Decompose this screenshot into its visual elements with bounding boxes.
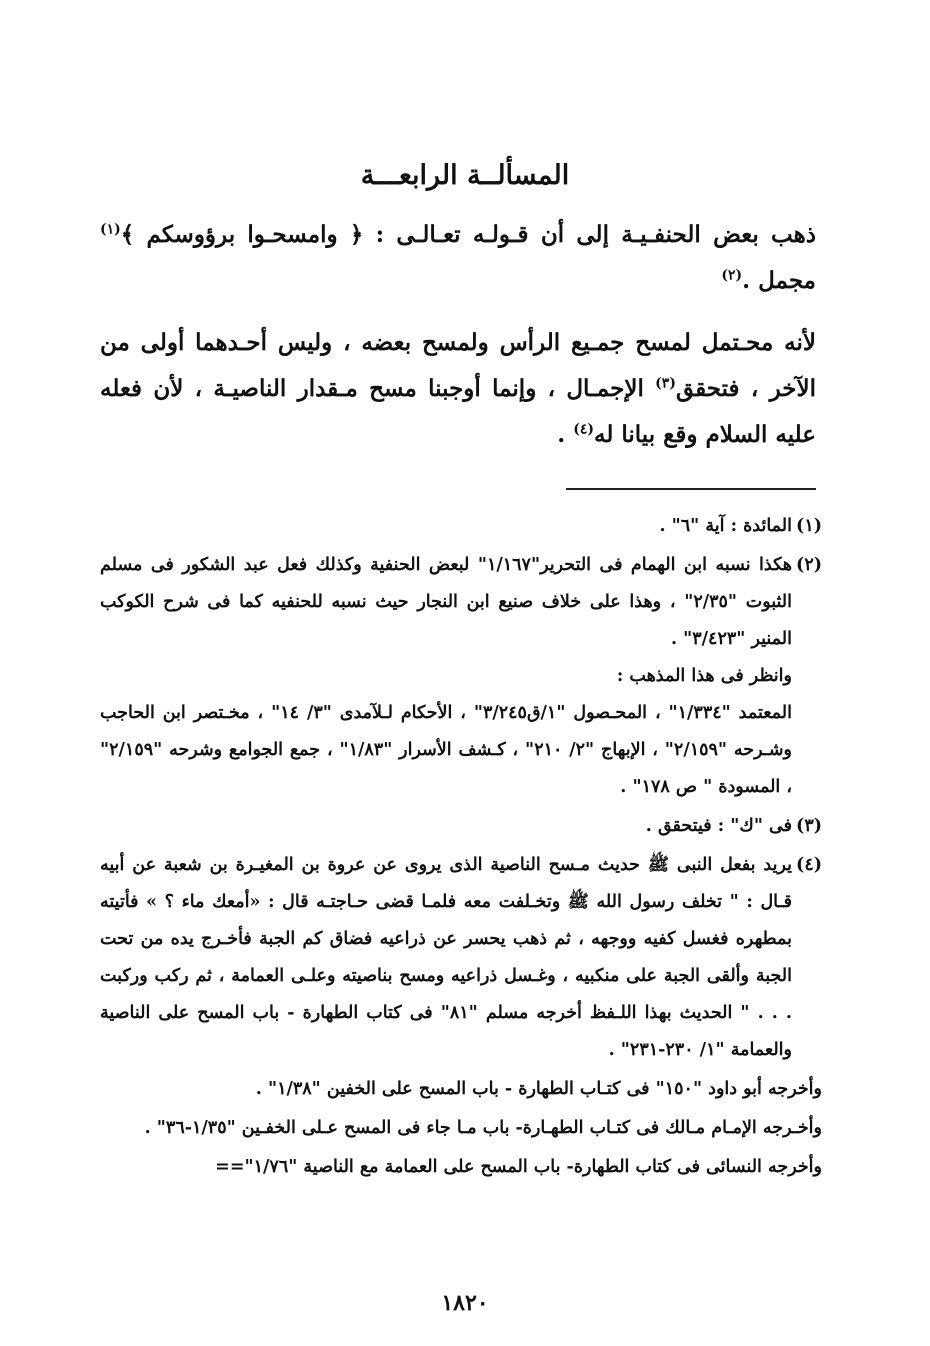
footnote-4-line-4: وأخرجه النسائى فى كتاب الطهارة- باب المسح على العمامة مع الناصية "١/٧٦"== <box>215 1157 822 1177</box>
footnote-number: (٢) <box>796 555 822 575</box>
footnote-1 <box>100 508 822 545</box>
page-number: ١٨٢٠ <box>441 1290 489 1316</box>
footnote-text: فى "ك" : فيتحقق . <box>645 816 792 836</box>
footnote-text: يريد بفعل النبى ﷺ حديث مـسح الناصية الذى يروى عن عروة بن المغيـرة بن شعبة عن أبيه قـال : " تخلف رسول الله ﷺ وتخـلفت معه فلمـا قضى حـاجتـه قال : «أمعك ماء ؟ » فأتيته بمطهره فغسل كفيه ووجهه ، ثم ذهب يحسر عن ذراعيه فضاق كم الجبة فأخـرج يده من تحت الجبة وألقى الجبة على منكبيه ، وغـسل ذراعيه ومسح بناصيته وعلـى العمامة ، ثم ركب وركبت . . . " الحديث بهذا اللـفظ أخرجه مسلم "٨١" فى كتاب الطهارة - باب المسح على الناصية والعمامة "١/ ٢٣٠-٢٣١" . <box>100 855 792 1060</box>
footnote-4-line-3: وأخـرجه الإمـام مـالك فى كتـاب الطهـارة- باب مـا جاء فى المسح عـلى الخفـين "١/٣٥-٣٦" . <box>144 1118 822 1138</box>
footnote-text: المائدة : آية "٦" . <box>659 516 792 536</box>
footnote-number: (١) <box>796 516 822 536</box>
footnote-3 <box>100 808 822 845</box>
section-title: المسألــة الرابعـــة <box>360 160 570 191</box>
footnote-text-continued: المعتمد "١/٣٣٤" ، المحـصول "١/ق٣/٢٤٥" ، الأحكام لـلآمدى "٣/ ١٤" ، مخـتصر ابن الحاجب وشـرحه "٢/١٥٩" ، الإبهاج "٢/ ٢١٠" ، كـشف الأسرار "١/٨٣" ، جمع الجوامع وشرحه "٢/١٥٩" ، المسودة " ص ١٧٨" . <box>100 703 792 797</box>
main-paragraph-2-text <box>100 320 816 458</box>
footnote-ref-3: (٣) <box>655 375 676 392</box>
footnote-number: (٤) <box>796 855 822 875</box>
footnote-divider <box>566 488 816 490</box>
main-paragraph-1 <box>100 212 816 304</box>
footnote-text: هكذا نسبه ابن الهمام فى التحرير"١/١٦٧" لبعض الحنفية وكذلك فعل عبد الشكور فى مسلم الثبوت "٢/٣٥" ، وهذا على خلاف صنيع ابن النجار حيث نسبه للحنفيه كما فى شرح الكوكب المنير "٣/٤٢٣" . <box>100 555 792 649</box>
footnote-2 <box>100 547 822 806</box>
footnote-text-continued: وانظر فى هذا المذهب : <box>616 666 792 686</box>
footnote-ref-2: (٢) <box>721 267 743 284</box>
main-paragraph-2 <box>100 320 816 458</box>
footnote-4-line-2: وأخرجه أبو داود "١٥٠" فى كتـاب الطهارة - باب المسح على الخفين "١/٣٨" . <box>255 1079 822 1099</box>
main-paragraph-1-text <box>100 212 816 304</box>
p2-text-c: . <box>557 421 574 448</box>
p2-text-b: الإجمـال ، وإنما أوجبنا مسح مـقدار الناصيـة ، لأن فعله عليه السلام وقع بيانا له <box>100 375 816 448</box>
footnote-number: (٣) <box>796 816 822 836</box>
footnote-4 <box>100 847 822 1069</box>
footnote-ref-4: (٤) <box>573 421 595 438</box>
footnote-ref-1: (١) <box>100 221 121 238</box>
p2-text-a: لأنه محـتمل لمسح جمـيع الرأس ولمسح بعضه ، وليس أحـدهما أولى من الآخر ، فتحقق <box>100 329 817 402</box>
p1-text-b: مجمل . <box>742 267 816 294</box>
p1-text-a: ذهب بعض الحنفـيـة إلى أن قـولـه تعـالـى : ﴿ وامسحـوا برؤوسكم ﴾ <box>120 221 816 248</box>
footnotes <box>100 508 822 1188</box>
